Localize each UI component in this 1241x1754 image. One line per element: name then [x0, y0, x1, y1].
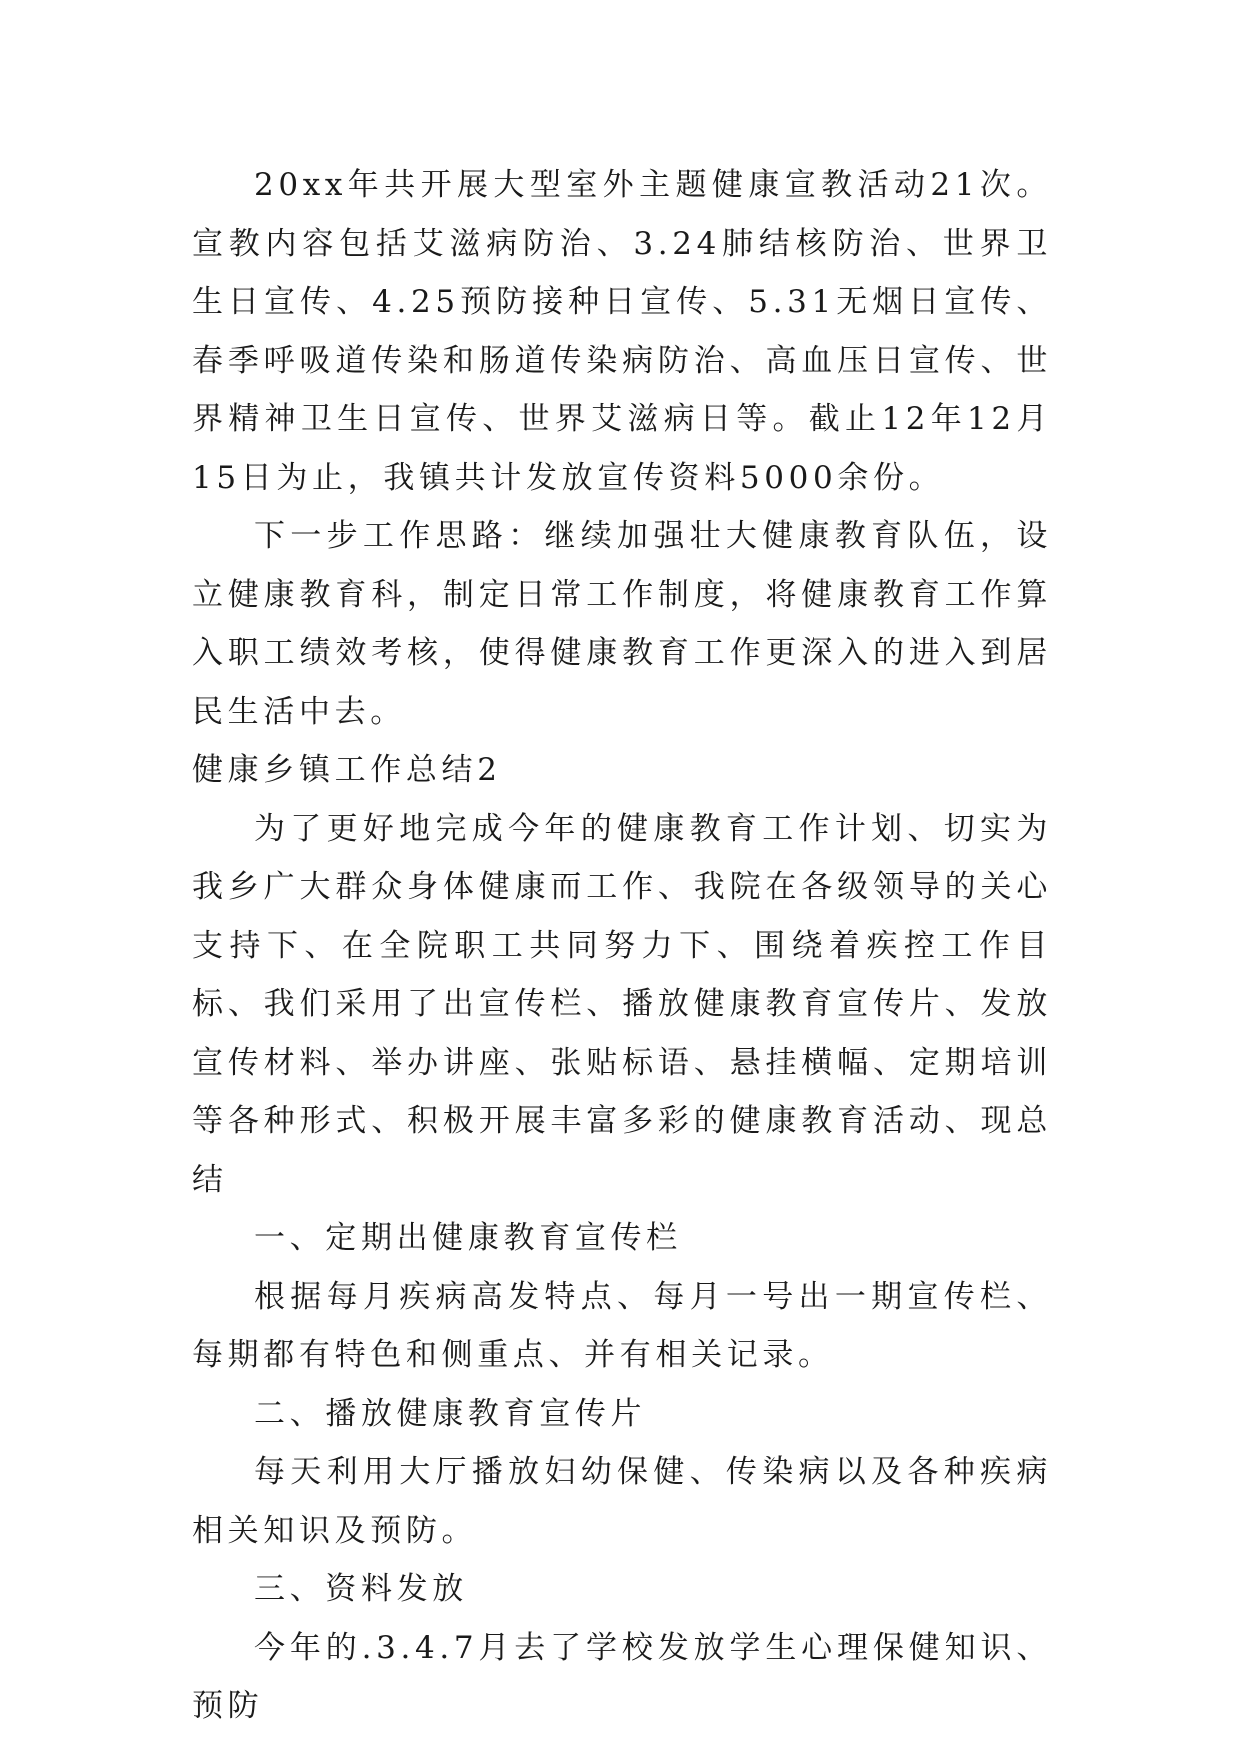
paragraph-promo-videos: 每天利用大厅播放妇幼保健、传染病以及各种疾病相关知识及预防。 — [192, 1454, 1052, 1549]
document-body — [192, 156, 1052, 1736]
paragraph-next-steps: 下一步工作思路：继续加强壮大健康教育队伍，设立健康教育科，制定日常工作制度，将健康教育工作算入职工绩效考核，使得健康教育工作更深入的进入到居民生活中去。 — [192, 518, 1052, 730]
heading-promo-videos: 二、播放健康教育宣传片 — [254, 1395, 647, 1432]
paragraph-activities-summary: 20xx年共开展大型室外主题健康宣教活动21次。宣教内容包括艾滋病防治、3.24肺结核防治、世界卫生日宣传、4.25预防接种日宣传、5.31无烟日宣传、春季呼吸道传染和肠道传染病防治、高血压日宣传、世界精神卫生日宣传、世界艾滋病日等。截止12年12月15日为止，我镇共计发放宣传资料5000余份。 — [192, 167, 1052, 496]
paragraph-material-distribution: 今年的.3.4.7月去了学校发放学生心理保健知识、预防 — [192, 1629, 1052, 1724]
paragraph-introduction: 为了更好地完成今年的健康教育工作计划、切实为我乡广大群众身体健康而工作、我院在各级领导的关心支持下、在全院职工共同努力下、围绕着疾控工作目标、我们采用了出宣传栏、播放健康教育宣传片、发放宣传材料、举办讲座、张贴标语、悬挂横幅、定期培训等各种形式、积极开展丰富多彩的健康教育活动、现总结 — [192, 810, 1052, 1198]
heading-material-distribution: 三、资料发放 — [254, 1571, 468, 1607]
heading-bulletin-board: 一、定期出健康教育宣传栏 — [254, 1220, 682, 1256]
section-title: 健康乡镇工作总结2 — [192, 752, 502, 788]
paragraph-bulletin-board: 根据每月疾病高发特点、每月一号出一期宣传栏、每期都有特色和侧重点、并有相关记录。 — [192, 1278, 1052, 1373]
